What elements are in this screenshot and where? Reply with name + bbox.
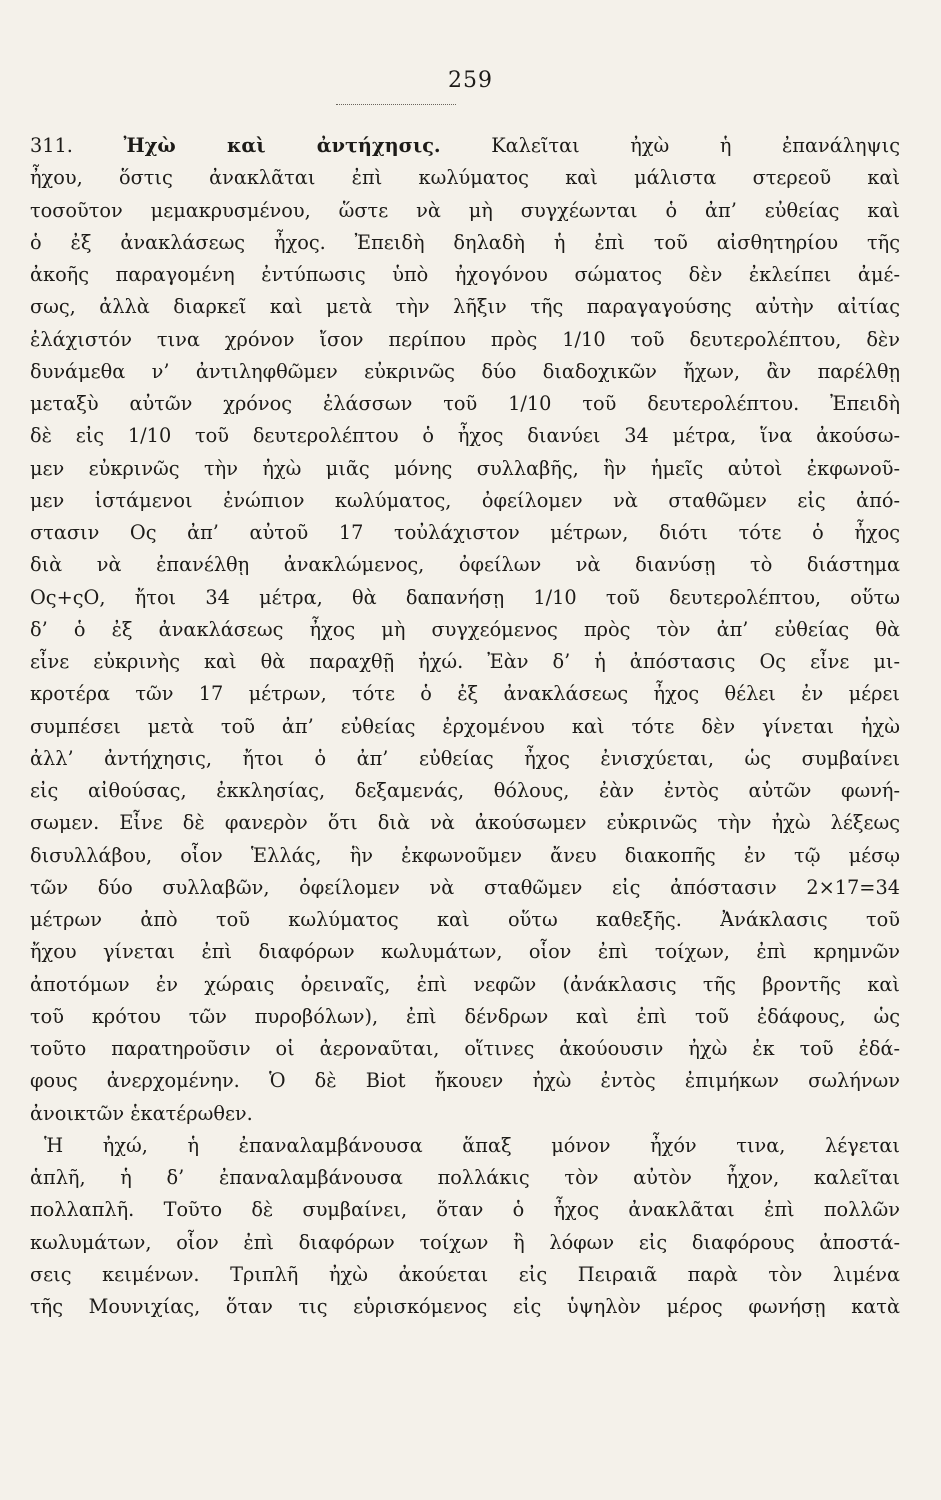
text-line-content: Καλεῖται ἠχὼ ἡ ἐπανάληψις bbox=[491, 134, 900, 157]
text-line: στασιν Ος ἀπ’ αὐτοῦ 17 τοὐλάχιστον μέτρων, διότι τότε ὁ ἦχος bbox=[30, 521, 900, 544]
text-line: ἦχου, ὅστις ἀνακλᾶται ἐπὶ κωλύματος καὶ μάλιστα στερεοῦ καὶ bbox=[30, 166, 900, 190]
header-rule bbox=[336, 104, 456, 105]
text-line: σως, ἀλλὰ διαρκεῖ καὶ μετὰ τὴν λῆξιν τῆς παραγαγούσης αὐτὴν αἰτίας bbox=[30, 295, 900, 319]
text-line: δὲ εἰς 1/10 τοῦ δευτερολέπτου ὁ ἦχος διανύει 34 μέτρα, ἵνα ἀκούσω- bbox=[30, 424, 900, 448]
body-text bbox=[30, 130, 900, 1323]
text-line: διὰ νὰ ἐπανέλθῃ ἀνακλώμενος, ὀφείλων νὰ διανύσῃ τὸ διάστημα bbox=[30, 553, 900, 577]
text-line: εἶνε εὐκρινὴς καὶ θὰ παραχθῇ ἠχώ. Ἐὰν δ’ ἡ ἀπόστασις Ος εἶνε μι- bbox=[30, 650, 900, 673]
text-line: ἀποτόμων ἐν χώραις ὀρειναῖς, ἐπὶ νεφῶν (ἀνάκλασις τῆς βροντῆς καὶ bbox=[30, 972, 900, 996]
text-line: κωλυμάτων, οἷον ἐπὶ διαφόρων τοίχων ἢ λόφων εἰς διαφόρους ἀποστά- bbox=[30, 1230, 900, 1254]
text-line: ἁπλῆ, ἡ δ’ ἐπαναλαμβάνουσα πολλάκις τὸν αὐτὸν ἦχον, καλεῖται bbox=[30, 1166, 900, 1189]
text-line: Ος+ςΟ, ἤτοι 34 μέτρα, θὰ δαπανήσῃ 1/10 τοῦ δευτερολέπτου, οὕτω bbox=[30, 585, 900, 609]
text-line: τοσοῦτον μεμακρυσμένου, ὥστε νὰ μὴ συγχέωνται ὁ ἀπ’ εὐθείας καὶ bbox=[30, 198, 900, 222]
text-line: ἀκοῆς παραγομένη ἐντύπωσις ὑπὸ ἠχογόνου σώματος δὲν ἐκλείπει ἀμέ- bbox=[30, 263, 900, 286]
text-line: ὁ ἐξ ἀνακλάσεως ἦχος. Ἐπειδὴ δηλαδὴ ἡ ἐπὶ τοῦ αἰσθητηρίου τῆς bbox=[30, 230, 900, 254]
text-line: μέτρων ἀπὸ τοῦ κωλύματος καὶ οὕτω καθεξῆς. Ἀνάκλασις τοῦ bbox=[30, 908, 900, 931]
text-line: τοῦτο παρατηροῦσιν οἱ ἀεροναῦται, οἵτινες ἀκούουσιν ἠχὼ ἐκ τοῦ ἐδά- bbox=[30, 1037, 900, 1060]
text-line: κροτέρα τῶν 17 μέτρων, τότε ὁ ἐξ ἀνακλάσεως ἦχος θέλει ἐν μέρει bbox=[30, 682, 900, 706]
text-line: φους ἀνερχομένην. Ὁ δὲ Biot ἤκουεν ἠχὼ ἐντὸς ἐπιμήκων σωλήνων bbox=[30, 1069, 900, 1093]
section-heading: Ἠχὼ καὶ ἀντήχησις. bbox=[123, 134, 441, 157]
text-line: δ’ ὁ ἐξ ἀνακλάσεως ἦχος μὴ συγχεόμενος πρὸς τὸν ἀπ’ εὐθείας θὰ bbox=[30, 617, 900, 641]
text-line: τῶν δύο συλλαβῶν, ὀφείλομεν νὰ σταθῶμεν εἰς ἀπόστασιν 2×17=34 bbox=[30, 875, 900, 899]
text-line: ἀνοικτῶν ἑκατέρωθεν. bbox=[30, 1101, 253, 1125]
text-line bbox=[30, 130, 900, 162]
text-line: δισυλλάβου, οἷον Ἑλλάς, ἣν ἐκφωνοῦμεν ἄνευ διακοπῆς ἐν τῷ μέσῳ bbox=[30, 843, 900, 867]
text-line: τοῦ κρότου τῶν πυροβόλων), ἐπὶ δένδρων καὶ ἐπὶ τοῦ ἐδάφους, ὡς bbox=[30, 1004, 900, 1028]
text-line: τῆς Μουνιχίας, ὅταν τις εὑρισκόμενος εἰς ὑψηλὸν μέρος φωνήσῃ κατὰ bbox=[30, 1295, 900, 1318]
text-line: μεν εὐκρινῶς τὴν ἠχὼ μιᾶς μόνης συλλαβῆς, ἣν ἡμεῖς αὐτοὶ ἐκφωνοῦ- bbox=[30, 456, 900, 480]
text-line: σεις κειμένων. Τριπλῆ ἠχὼ ἀκούεται εἰς Πειραιᾶ παρὰ τὸν λιμένα bbox=[30, 1262, 900, 1286]
text-line: δυνάμεθα ν’ ἀντιληφθῶμεν εὐκρινῶς δύο διαδοχικῶν ἤχων, ἂν παρέλθῃ bbox=[30, 359, 900, 383]
text-line: Ἡ ἠχώ, ἡ ἐπαναλαμβάνουσα ἅπαξ μόνον ἦχόν τινα, λέγεται bbox=[44, 1133, 900, 1157]
text-line: μεταξὺ αὐτῶν χρόνος ἐλάσσων τοῦ 1/10 τοῦ δευτερολέπτου. Ἐπειδὴ bbox=[30, 392, 900, 415]
page-number: 259 bbox=[448, 68, 493, 93]
text-line: συμπέσει μετὰ τοῦ ἀπ’ εὐθείας ἐρχομένου καὶ τότε δὲν γίνεται ἠχὼ bbox=[30, 714, 900, 738]
text-line: ἐλάχιστόν τινα χρόνον ἴσον περίπου πρὸς 1/10 τοῦ δευτερολέπτου, δὲν bbox=[30, 327, 900, 351]
text-line: ἀλλ’ ἀντήχησις, ἤτοι ὁ ἀπ’ εὐθείας ἦχος ἐνισχύεται, ὡς συμβαίνει bbox=[30, 746, 900, 770]
text-line: ἤχου γίνεται ἐπὶ διαφόρων κωλυμάτων, οἷον ἐπὶ τοίχων, ἐπὶ κρημνῶν bbox=[30, 940, 900, 964]
text-line: μεν ἱστάμενοι ἐνώπιον κωλύματος, ὀφείλομεν νὰ σταθῶμεν εἰς ἀπό- bbox=[30, 488, 900, 512]
text-line: σωμεν. Εἶνε δὲ φανερὸν ὅτι διὰ νὰ ἀκούσωμεν εὐκρινῶς τὴν ἠχὼ λέξεως bbox=[30, 811, 900, 835]
text-line: πολλαπλῆ. Τοῦτο δὲ συμβαίνει, ὅταν ὁ ἦχος ἀνακλᾶται ἐπὶ πολλῶν bbox=[30, 1198, 900, 1222]
text-line: εἰς αἰθούσας, ἐκκλησίας, δεξαμενάς, θόλους, ἐὰν ἐντὸς αὐτῶν φωνή- bbox=[30, 779, 900, 802]
section-number: 311. bbox=[30, 134, 73, 157]
